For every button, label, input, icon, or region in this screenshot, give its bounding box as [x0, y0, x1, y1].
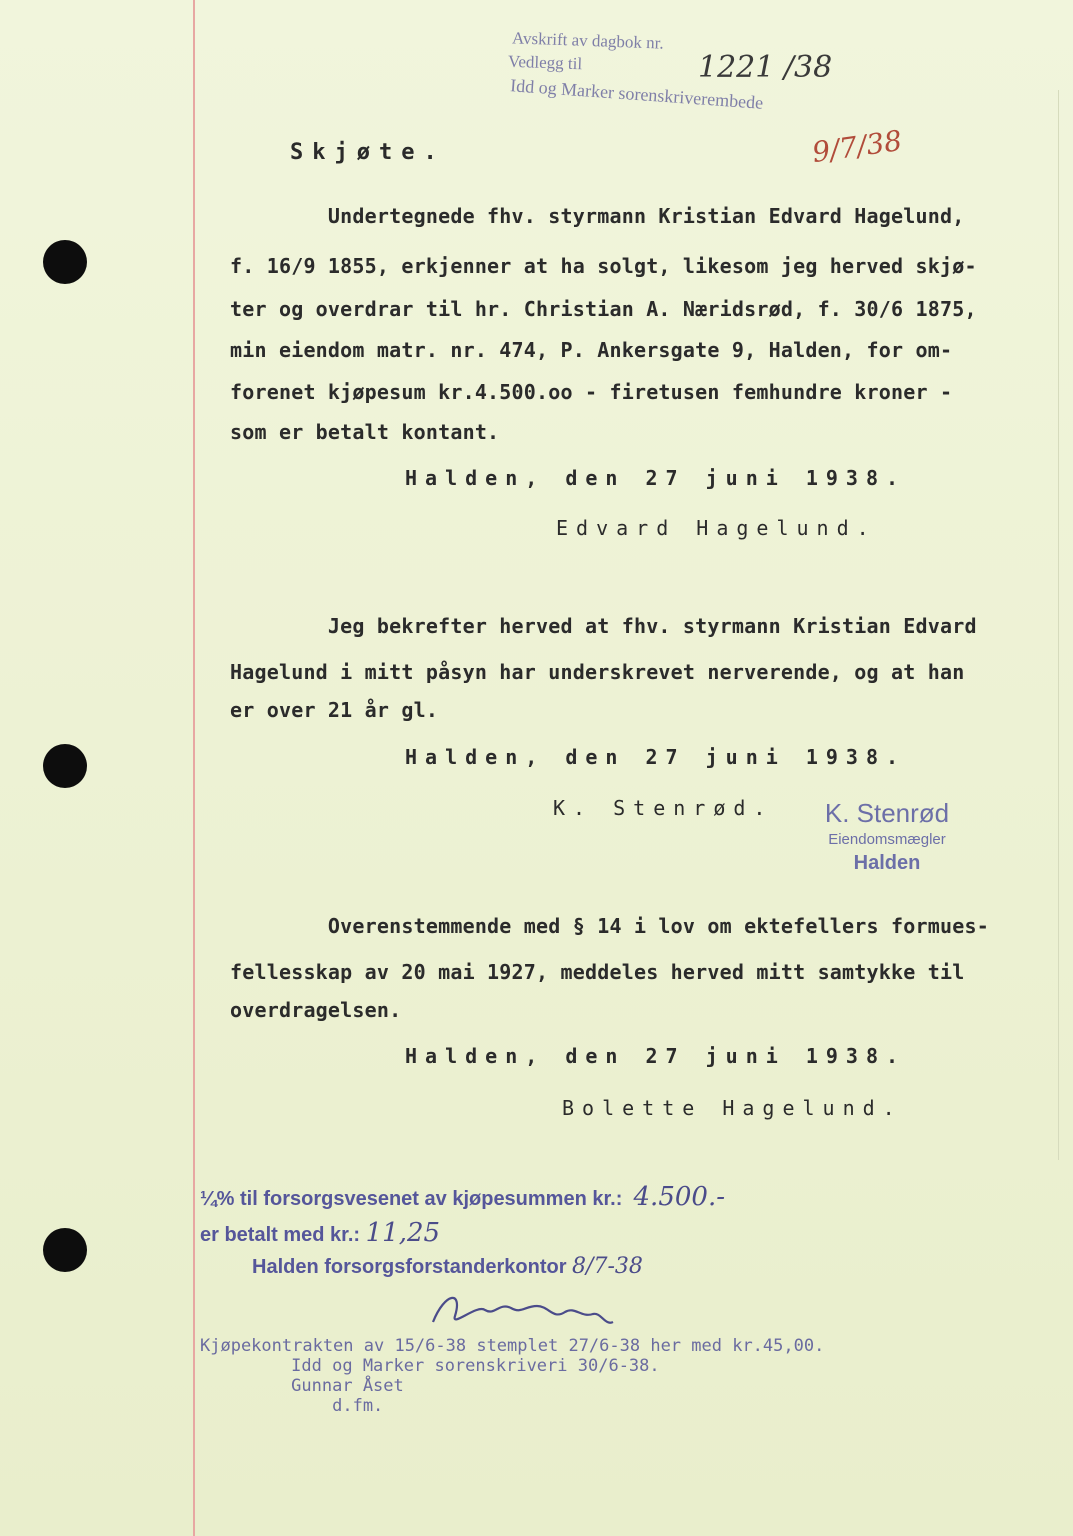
agent-stamp-name: K. Stenrød	[824, 798, 950, 828]
para3-line2: fellesskap av 20 mai 1927, meddeles herved mitt samtykke til	[230, 960, 965, 984]
entry-number-handwritten: 1221 /38	[698, 50, 833, 85]
para2-line1: Jeg bekrefter herved at fhv. styrmann Kristian Edvard	[230, 614, 977, 638]
footer-line3: Gunnar Åset	[240, 1376, 404, 1396]
para2-line2: Hagelund i mitt påsyn har underskrevet nerverende, og at han	[230, 660, 965, 684]
place-date-2: Halden, den 27 juni 1938.	[405, 745, 907, 769]
para1-line1: Undertegnede fhv. styrmann Kristian Edvard Hagelund,	[230, 204, 965, 228]
para1-line4: min eiendom matr. nr. 474, P. Ankersgate 9, Halden, for om-	[230, 338, 953, 362]
poor-relief-line2	[200, 1218, 440, 1248]
punch-hole-middle	[43, 744, 87, 788]
poor-relief-line1	[200, 1182, 725, 1212]
poor-relief-date-handwritten: 8/7-38	[572, 1254, 643, 1279]
signature-2: K. Stenrød.	[553, 796, 774, 820]
para2-line3: er over 21 år gl.	[230, 698, 439, 722]
right-rule	[1058, 90, 1059, 1160]
para3-line3: overdragelsen.	[230, 998, 402, 1022]
margin-line	[193, 0, 195, 1536]
agent-stamp-title: Eiendomsmægler	[828, 831, 946, 848]
place-date-1: Halden, den 27 juni 1938.	[405, 466, 907, 490]
para1-line6: som er betalt kontant.	[230, 420, 500, 444]
footer-line1: Kjøpekontrakten av 15/6-38 stemplet 27/6-38 her med kr.45,00.	[200, 1336, 825, 1356]
purchase-amount-handwritten: 4.500.-	[633, 1182, 725, 1212]
signature-1: Edvard Hagelund.	[556, 516, 877, 540]
punch-hole-bottom	[43, 1228, 87, 1272]
punch-hole-top	[43, 240, 87, 284]
footer-line2: Idd og Marker sorenskriveri 30/6-38.	[240, 1356, 660, 1376]
signature-3: Bolette Hagelund.	[562, 1096, 903, 1120]
registry-stamp-line2: Vedlegg til	[507, 51, 583, 74]
registry-stamp-line3: Idd og Marker sorenskriverembede	[509, 75, 764, 113]
poor-relief-office: Halden forsorgsforstanderkontor	[252, 1256, 567, 1278]
registry-stamp-line1: Avskrift av dagbok nr.	[511, 28, 665, 53]
poor-relief-line1-text: ¼% til forsorgsvesenet av kjøpesummen kr.:	[200, 1188, 623, 1210]
pencil-note: 9/7/38	[810, 123, 904, 170]
poor-relief-line2-text: er betalt med kr.:	[200, 1224, 361, 1246]
para3-line1: Overenstemmende med § 14 i lov om ektefellers formues-	[230, 914, 989, 938]
para1-line2: f. 16/9 1855, erkjenner at ha solgt, likesom jeg herved skjø-	[230, 254, 977, 278]
poor-relief-line3	[252, 1254, 643, 1279]
paid-amount-handwritten: 11,25	[365, 1218, 441, 1248]
para1-line5: forenet kjøpesum kr.4.500.oo - firetusen femhundre kroner -	[230, 380, 953, 404]
document-title: Skjøte.	[290, 140, 446, 165]
handwritten-signature-scribble	[425, 1282, 625, 1338]
agent-stamp-city: Halden	[853, 852, 921, 874]
agent-stamp	[802, 798, 972, 875]
para1-line3: ter og overdrar til hr. Christian A. Næridsrød, f. 30/6 1875,	[230, 297, 977, 321]
footer-line4: d.fm.	[240, 1396, 384, 1416]
place-date-3: Halden, den 27 juni 1938.	[405, 1044, 907, 1068]
